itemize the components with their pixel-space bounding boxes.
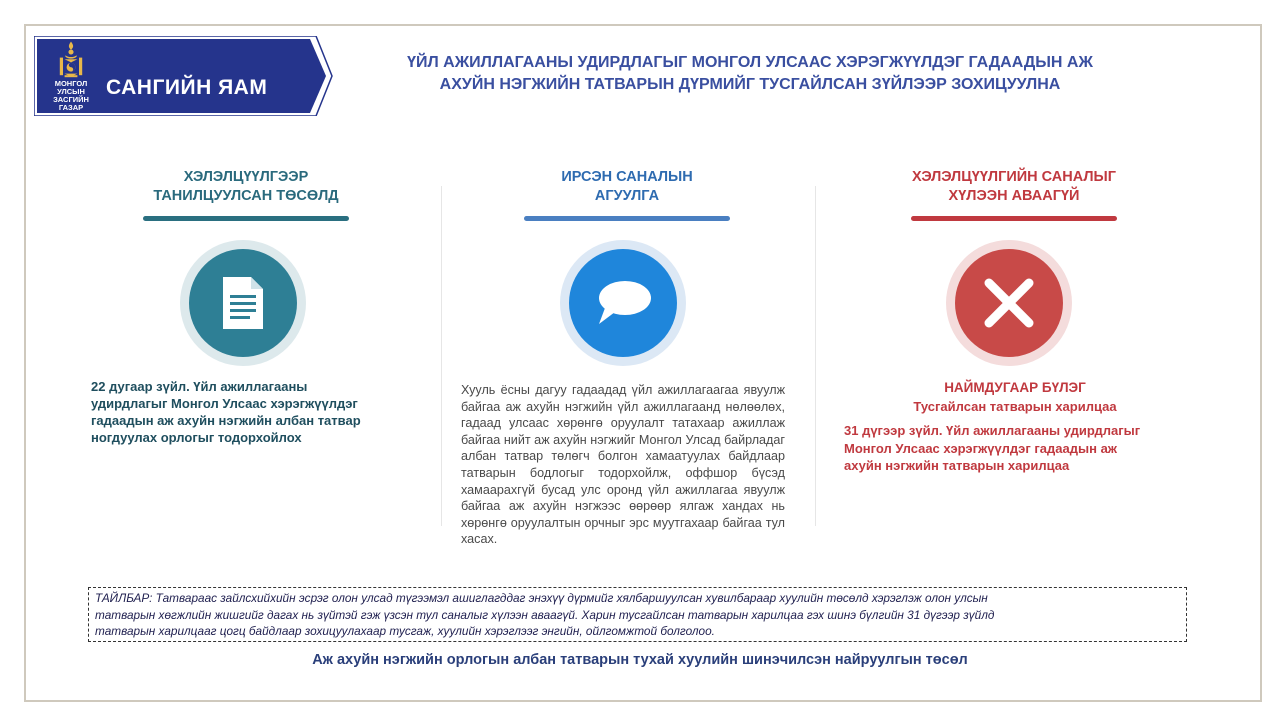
column-left-heading bbox=[66, 168, 426, 221]
middle-column-body: Хууль ёсны дагуу гадаадад үйл ажиллагаагаа явуулж байгаа аж ахуйн нэгжийн үйл ажиллагаанд нөлөөлөх, гадаад улсаас хөрөнгө оруулалт татахаар ажиллаж байгаа нийт аж ахуйн нэгжийг Монгол Улсад байрладаг албан татвар төлөгч болгон хамаатуулах байдлаар татварын бодлогыг тодорхойлж, оффшор бүсэд хамаарахгүй бусад улс оронд үйл ажиллагаа явуулж байгаа аж ахуйн нэгжээс өөрөөр ялгаж хандах нь хөрөнгө оруулалтын орчныг эрс муутгахаар байгаа тул хасах. bbox=[461, 383, 785, 547]
close-icon bbox=[982, 276, 1036, 330]
document-circle bbox=[180, 240, 306, 366]
right-body-line3: ахуйн нэгжийн татварын харилцаа bbox=[844, 458, 1070, 473]
note-line1: ТАЙЛБАР: Татвараас зайлсхийхийн эсрэг олон улсад түгээмэл ашиглагддаг энэхүү дүрмийг хялбаршуулсан хувилбараар хуулийн төсөлд хэрэглэж олон улсын bbox=[95, 591, 988, 605]
column-right-heading-line2: ХҮЛЭЭН АВААГҮЙ bbox=[948, 188, 1080, 204]
right-body-line1: 31 дүгээр зүйл. Үйл ажиллагааны удирдлагыг bbox=[844, 423, 1141, 438]
footer-caption: Аж ахуйн нэгжийн орлогын албан татварын тухай хуулийн шинэчилсэн найруулгын төсөл bbox=[312, 652, 968, 668]
column-middle-underline bbox=[524, 216, 730, 221]
explanation-note bbox=[88, 587, 1187, 642]
column-right-heading bbox=[834, 168, 1194, 221]
column-right-heading-line1: ХЭЛЭЛЦҮҮЛГИЙН САНАЛЫГ bbox=[912, 169, 1116, 185]
emblem-caption-line2: ЗАСГИЙН ГАЗАР bbox=[53, 95, 89, 112]
column-divider-1 bbox=[441, 186, 442, 526]
left-column-body bbox=[91, 378, 411, 446]
reject-circle bbox=[946, 240, 1072, 366]
right-chapter-heading: НАЙМДУГААР БҮЛЭГ bbox=[944, 380, 1086, 395]
left-body-line3: гадаадын аж ахуйн нэгжийн албан татвар bbox=[91, 413, 361, 428]
soyombo-icon bbox=[51, 40, 91, 80]
note-line2: татварын хөгжлийн жишгийг дагах нь зүйтэй гэж үзсэн тул саналыг хүлээн аваагүй. Харин тусгайлсан татварын харилцаа гэх шинэ бүлгийн 31 дүгээр зүйлд bbox=[95, 607, 995, 622]
left-body-line4: ногдуулах орлогыг тодорхойлох bbox=[91, 430, 302, 445]
soyombo-emblem bbox=[40, 40, 102, 112]
note-line3: татварын харилцааг цогц байдлаар зохицуулахаар тусгаж, хуулийн хэрэглээг энгийн, ойлгомжтой болголоо. bbox=[95, 624, 715, 638]
column-left-heading-line2: ТАНИЛЦУУЛСАН ТӨСӨЛД bbox=[153, 188, 339, 204]
left-body-line2: удирдлагыг Монгол Улсаас хэрэгжүүлдэг bbox=[91, 396, 358, 411]
right-chapter-title: Тусгайлсан татварын харилцаа bbox=[913, 399, 1117, 414]
column-divider-2 bbox=[815, 186, 816, 526]
column-right-underline bbox=[911, 216, 1117, 221]
column-middle-heading-line1: ИРСЭН САНАЛЫН bbox=[561, 169, 693, 185]
speech-circle bbox=[560, 240, 686, 366]
document-icon bbox=[221, 275, 265, 331]
right-body-line2: Монгол Улсаас хэрэгжүүлдэг гадаадын аж bbox=[844, 440, 1118, 456]
column-left-underline bbox=[143, 216, 349, 221]
ministry-name: САНГИЙН ЯАМ bbox=[106, 76, 268, 99]
left-body-line1: 22 дугаар зүйл. Үйл ажиллагааны bbox=[91, 379, 308, 394]
column-left-heading-line1: ХЭЛЭЛЦҮҮЛГЭЭР bbox=[183, 169, 309, 185]
page-title bbox=[340, 52, 1160, 96]
page-title-line1: ҮЙЛ АЖИЛЛАГААНЫ УДИРДЛАГЫГ МОНГОЛ УЛСААС ХЭРЭГЖҮҮЛДЭГ ГАДААДЫН АЖ bbox=[407, 54, 1093, 71]
column-middle-heading bbox=[447, 168, 807, 221]
column-middle-heading-line2: АГУУЛГА bbox=[594, 188, 660, 204]
ministry-banner bbox=[34, 36, 334, 116]
page-title-line2: АХУЙН НЭГЖИЙН ТАТВАРЫН ДҮРМИЙГ ТУСГАЙЛСАН ЗҮЙЛЭЭР ЗОХИЦУУЛНА bbox=[439, 76, 1061, 93]
right-column-body bbox=[844, 422, 1188, 475]
emblem-caption-line1: МОНГОЛ УЛСЫН bbox=[54, 79, 88, 96]
speech-bubble-icon bbox=[593, 278, 653, 328]
